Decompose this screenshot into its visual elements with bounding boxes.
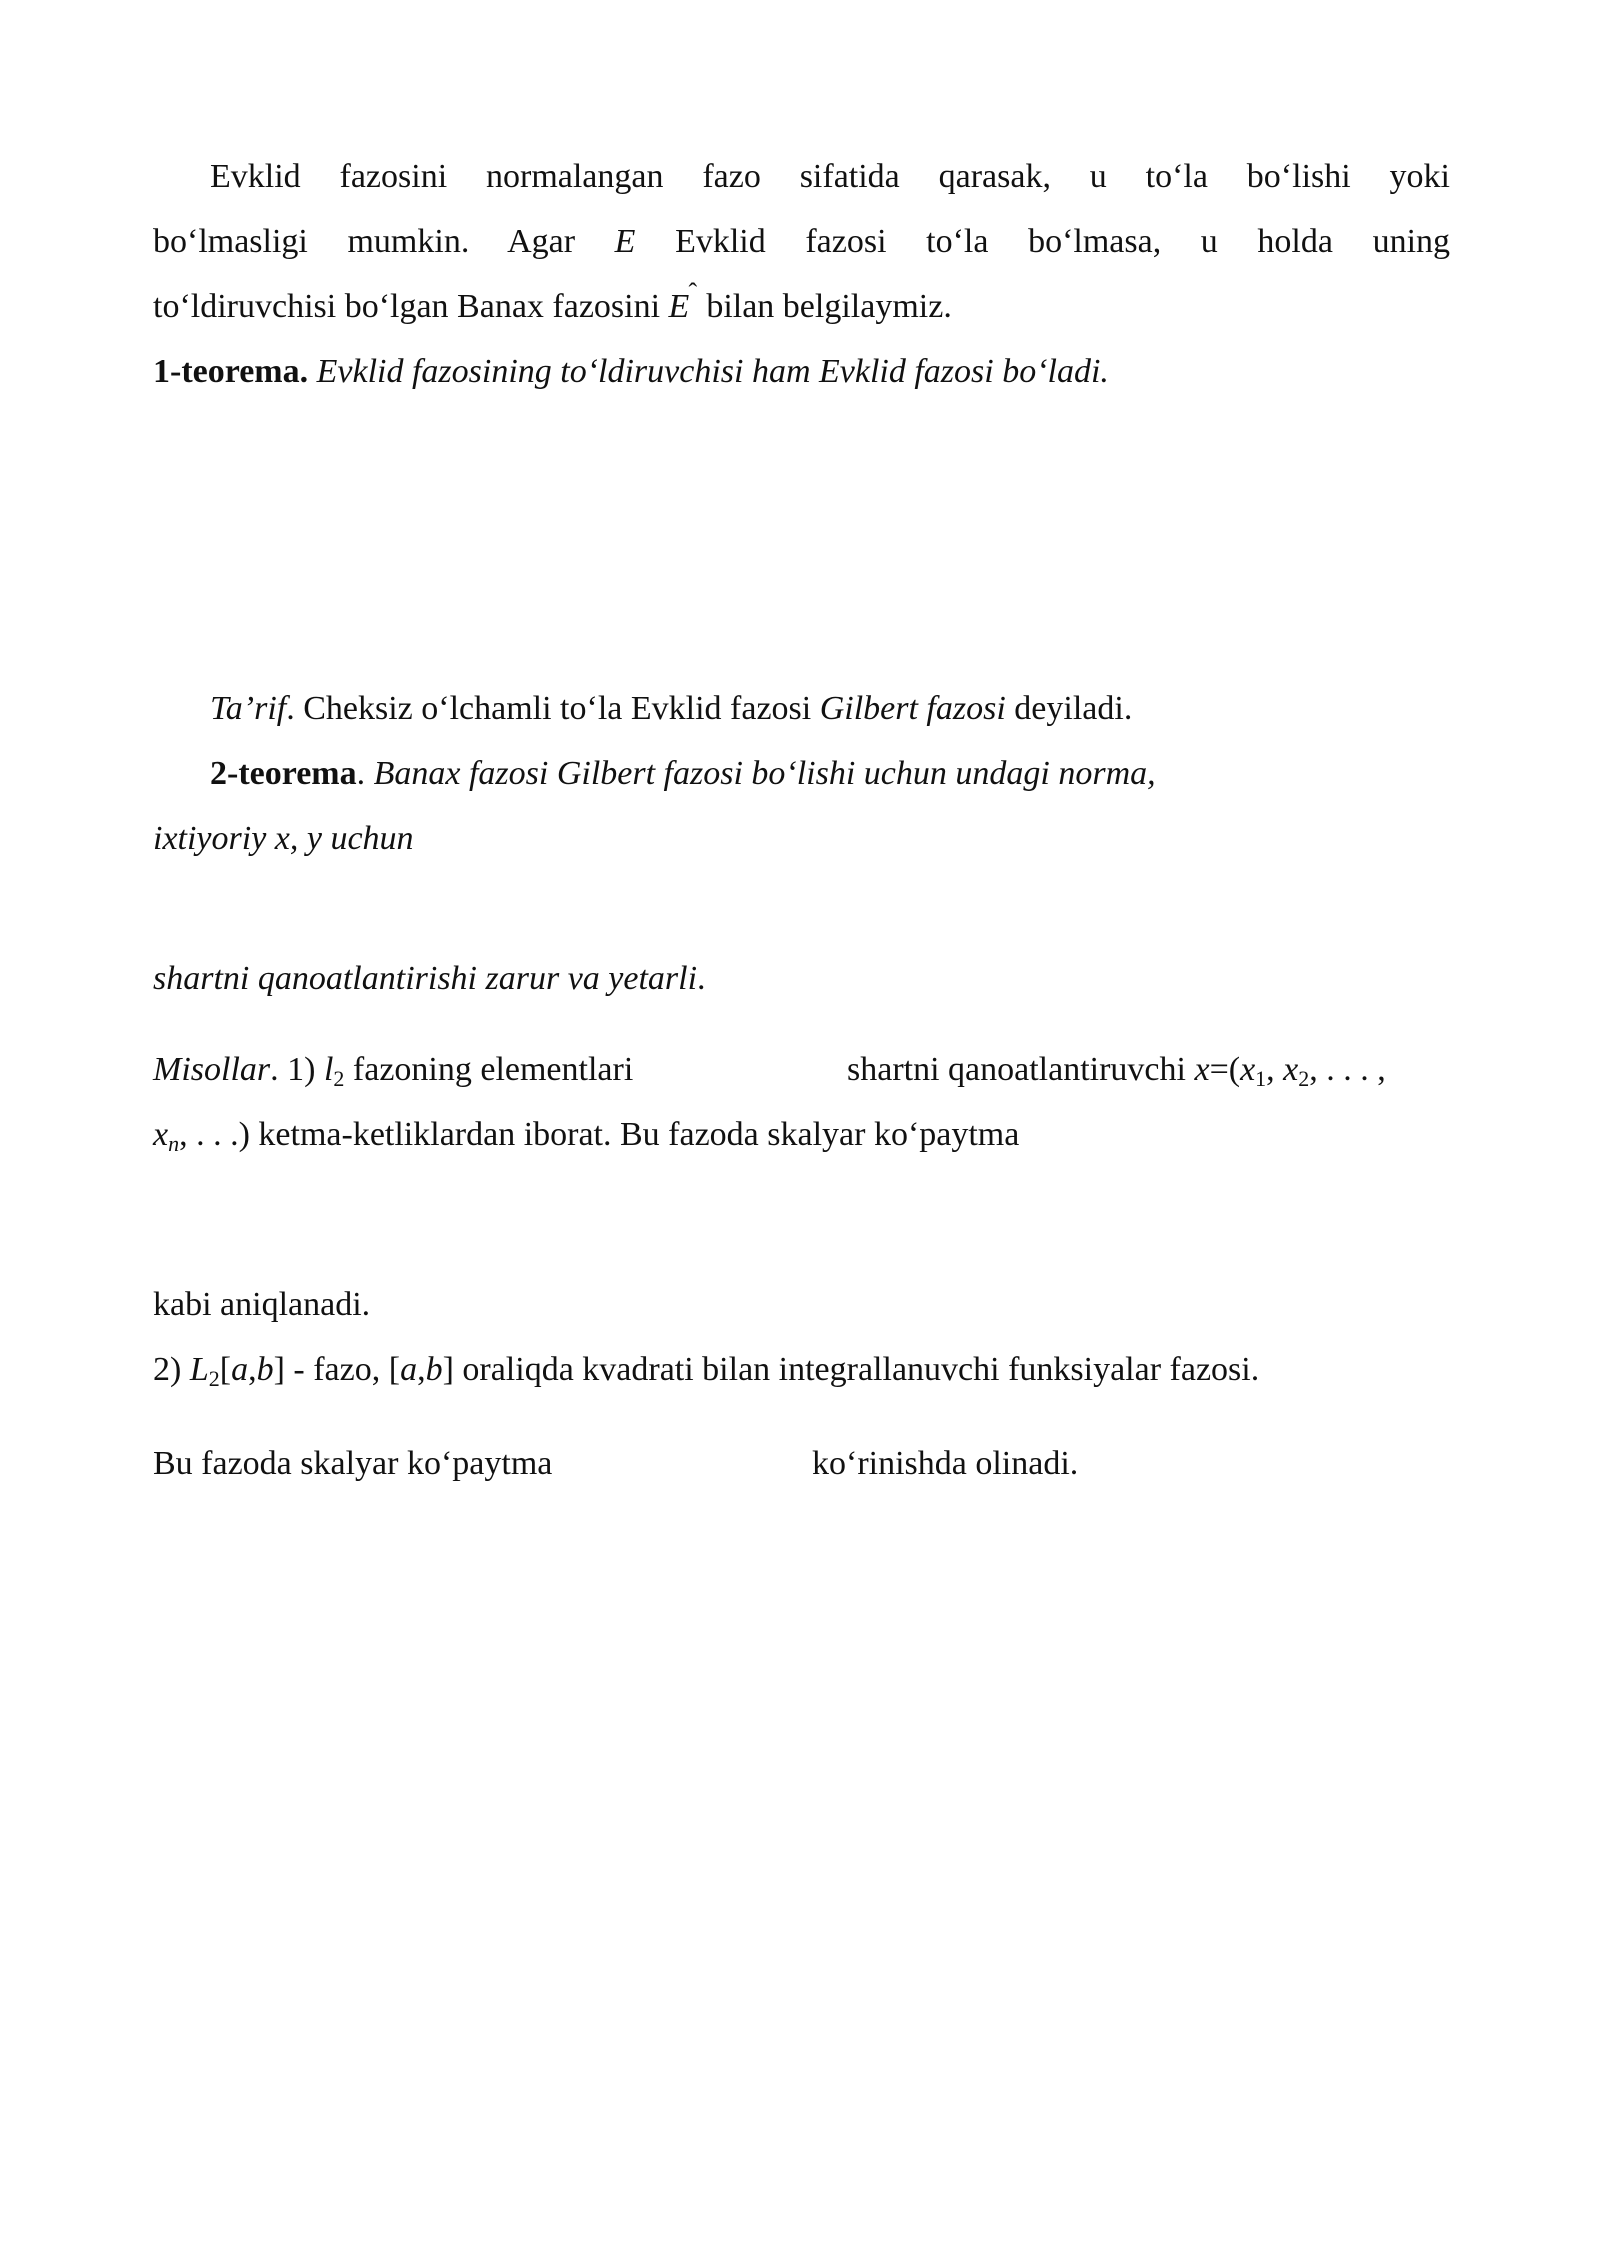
hat-mark: ˆ — [688, 278, 698, 307]
example2-comma: , — [248, 1351, 257, 1388]
example1-after-text: kabi aniqlanadi. — [153, 1286, 371, 1323]
completion-symbol — [668, 278, 698, 325]
para1-line2-a: bo‘lmasligi mumkin. Agar — [153, 223, 576, 260]
example1-xn-sub: n — [168, 1131, 180, 1156]
example1-num: . 1) — [270, 1051, 316, 1088]
example1-x1-sub: 1 — [1255, 1066, 1267, 1091]
example2-comma2: , — [417, 1351, 426, 1388]
example1-eq: =( — [1209, 1051, 1241, 1088]
example2-bracket-open: [ — [219, 1351, 232, 1388]
example1-x2: x — [1283, 1051, 1299, 1088]
example2-num: 2) — [153, 1351, 182, 1388]
theorem2-text-line1: Banax fazosi Gilbert fazosi bo‘lishi uchun undagi norma, — [373, 755, 1156, 792]
example2-line2-right — [812, 1447, 1078, 1481]
example2-space-sub: 2 — [208, 1366, 220, 1391]
completion-symbol-letter: E — [668, 288, 690, 325]
theorem2-line2 — [153, 822, 414, 856]
example1-x: x — [1194, 1051, 1210, 1088]
theorem1 — [153, 355, 1109, 389]
example1-tail1: , . . . , — [1309, 1051, 1386, 1088]
para1-line1-text: Evklid fazosini normalangan fazo sifatida qarasak, u to‘la bo‘lishi yoki — [210, 158, 1450, 195]
definition-term: Gilbert fazosi — [819, 690, 1006, 727]
example2-text-a: - fazo, [ — [293, 1351, 401, 1388]
example1-line2 — [153, 1116, 1020, 1156]
example1-line1 — [153, 1051, 634, 1091]
example1-comma1: , — [1266, 1051, 1275, 1088]
example1-line1-right — [847, 1051, 1386, 1091]
example2-bracket-close: ] — [273, 1351, 285, 1388]
example2-b2: b — [425, 1351, 443, 1388]
para1-line2 — [153, 225, 1450, 259]
para1-line1 — [210, 160, 1450, 194]
example1-space-sub: 2 — [333, 1066, 345, 1091]
theorem1-text: Evklid fazosining to‘ldiruvchisi ham Evklid fazosi bo‘ladi. — [316, 353, 1109, 390]
example1-x1: x — [1240, 1051, 1256, 1088]
para1-line2-E: E — [614, 223, 636, 260]
example1-after — [153, 1288, 370, 1322]
example2-a2: a — [400, 1351, 418, 1388]
example2-b: b — [256, 1351, 274, 1388]
example2-text-b: ] oraliqda kvadrati bilan integrallanuvchi funksiyalar fazosi. — [442, 1351, 1260, 1388]
example1-x2-sub: 2 — [1298, 1066, 1310, 1091]
para1-line3-b: bilan belgilaymiz. — [706, 288, 952, 325]
examples-label: Misollar — [153, 1051, 271, 1088]
example1-xn: x — [153, 1116, 169, 1153]
theorem2-sep: . — [356, 755, 366, 792]
theorem1-label: 1-teorema. — [153, 353, 309, 390]
para1-line3-a: to‘ldiruvchisi bo‘lgan Banax fazosini — [153, 288, 661, 325]
example2-line2-a: Bu fazoda skalyar ko‘paytma — [153, 1445, 553, 1482]
para1-line2-b: Evklid fazosi to‘la bo‘lmasa, u holda uning — [675, 223, 1451, 260]
definition — [210, 692, 1132, 726]
theorem2-line3 — [153, 962, 706, 996]
definition-text-a: . Cheksiz o‘lchamli to‘la Evklid fazosi — [286, 690, 812, 727]
example1-space-letter: l — [323, 1051, 334, 1088]
definition-text-b: deyiladi. — [1014, 690, 1133, 727]
example1-tail2: , . . .) ketma-ketliklardan iborat. Bu fazoda skalyar ko‘paytma — [179, 1116, 1020, 1153]
theorem2-text-line3: shartni qanoatlantirishi zarur va yetarli — [153, 960, 698, 997]
theorem2-text-line2: ixtiyoriy x, y uchun — [153, 820, 414, 857]
theorem2-label: 2-teorema — [210, 755, 357, 792]
example2-space-letter: L — [189, 1351, 209, 1388]
example2-a: a — [231, 1351, 249, 1388]
theorem2-line1 — [210, 757, 1156, 791]
example1-text-b: shartni qanoatlantiruvchi — [847, 1051, 1186, 1088]
theorem2-end: . — [697, 960, 706, 997]
definition-label: Ta’rif — [210, 690, 287, 727]
example1-text-a: fazoning elementlari — [352, 1051, 634, 1088]
example2-line2-b: ko‘rinishda olinadi. — [812, 1445, 1079, 1482]
example2-line2 — [153, 1447, 552, 1481]
para1-line3 — [153, 278, 952, 325]
example2-line1 — [153, 1351, 1260, 1391]
